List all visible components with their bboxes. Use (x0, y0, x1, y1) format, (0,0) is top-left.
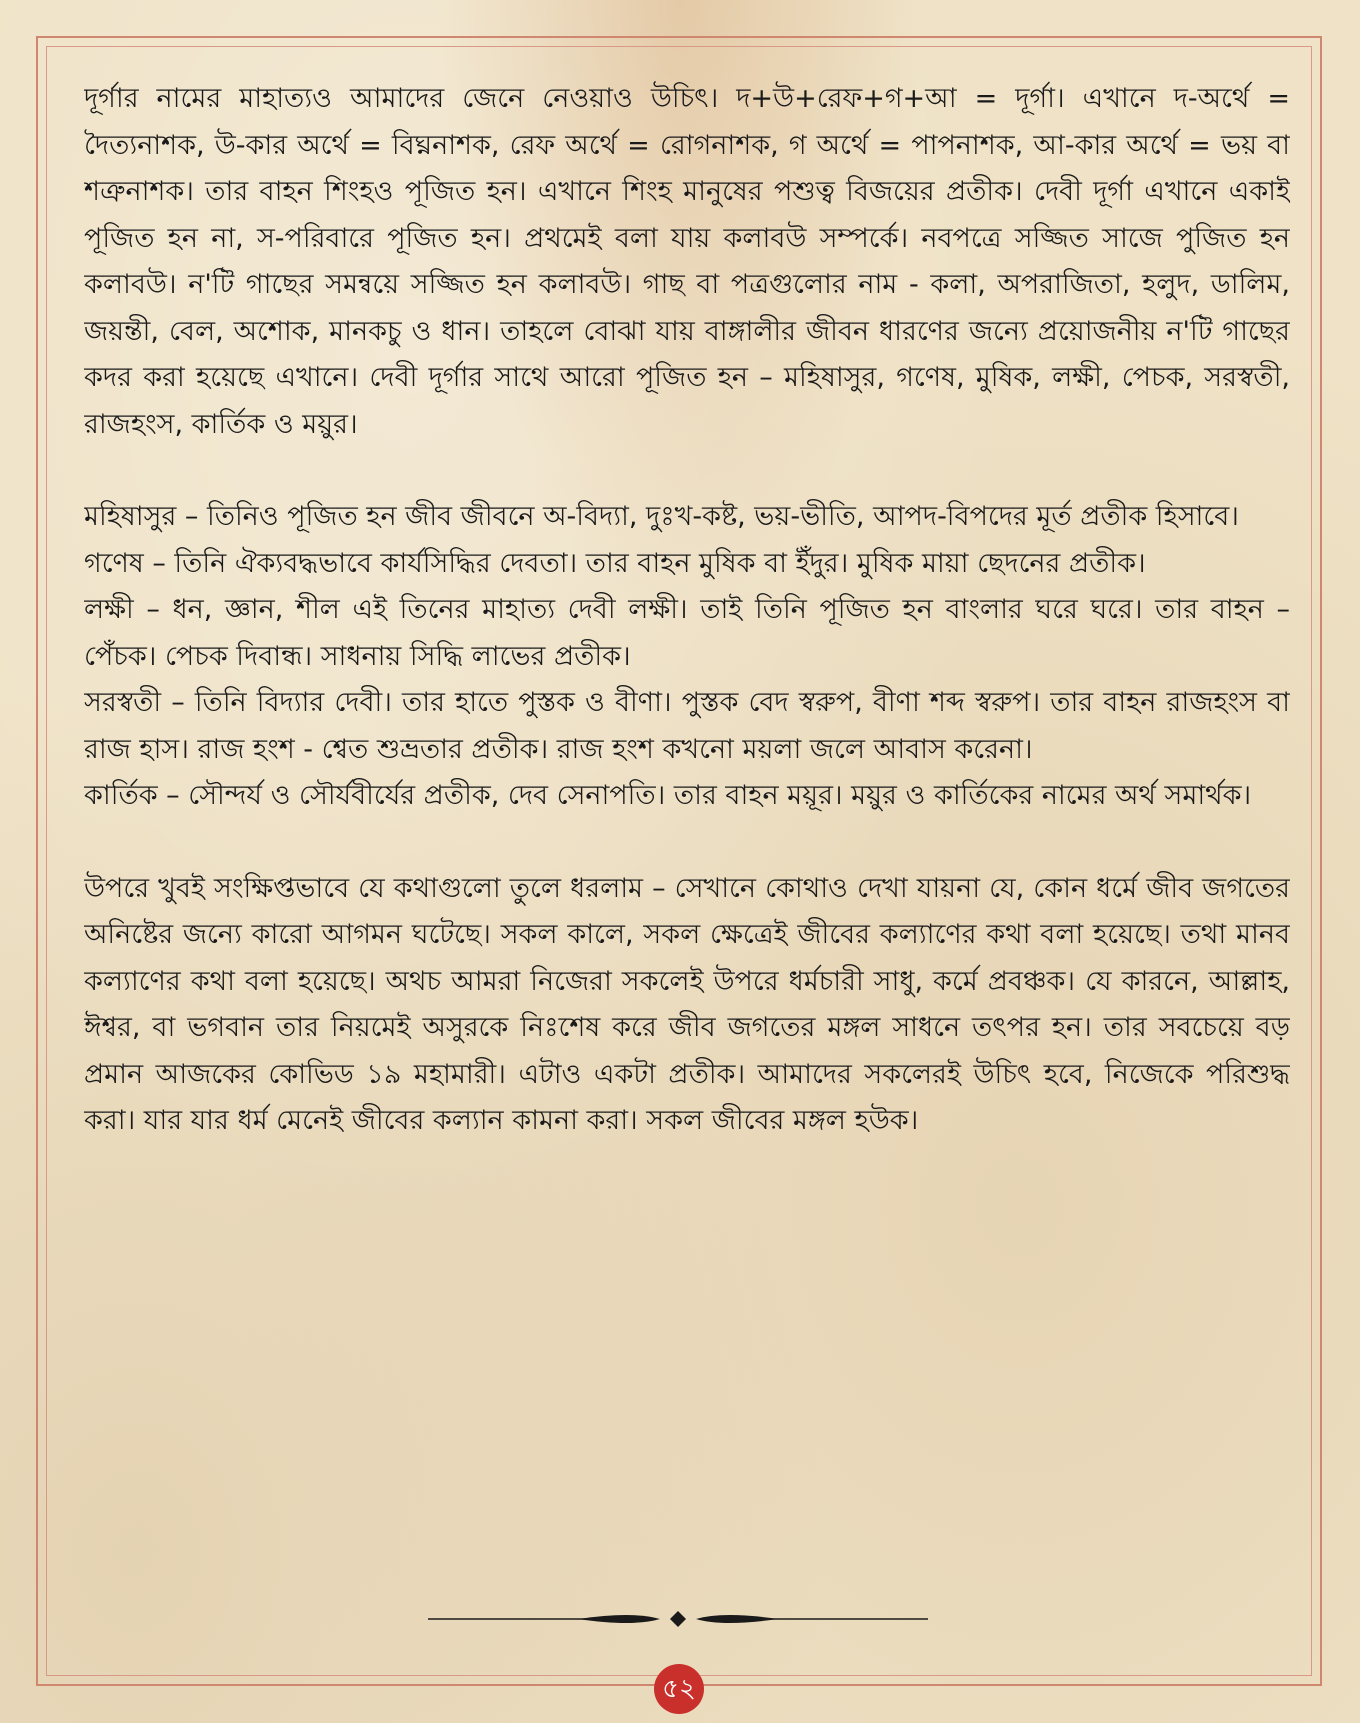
conclusion-paragraph: উপরে খুবই সংক্ষিপ্তভাবে যে কথাগুলো তুলে ধরলাম – সেখানে কোথাও দেখা যায়না যে, কোন ধর্মে জীব জগতের অনিষ্টের জন্যে কারো আগমন ঘটেছে। সকল কালে, সকল ক্ষেত্রেই জীবের কল্যাণের কথা বলা হয়েছে। তথা মানব কল্যাণের কথা বলা হয়েছে। অথচ আমরা নিজেরা সকলেই উপরে ধর্মচারী সাধু, কর্মে প্রবঞ্চক। যে কারনে, আল্লাহ, ঈশ্বর, বা ভগবান তার নিয়মেই অসুরকে নিঃশেষ করে জীব জগতের মঙ্গল সাধনে তৎপর হন। তার সবচেয়ে বড় প্রমান আজকের কোভিড ১৯ মহামারী। এটাও একটা প্রতীক। আমাদের সকলেরই উচিৎ হবে, নিজেকে পরিশুদ্ধ করা। যার যার ধর্ম মেনেই জীবের কল্যান কামনা করা। সকল জীবের মঙ্গল হউক। (84, 872, 1290, 1136)
divider-flourish-left (578, 1615, 660, 1623)
ganesh-paragraph: গণেষ – তিনি ঐক্যবদ্ধভাবে কার্যসিদ্ধির দেবতা। তার বাহন মুষিক বা ইঁদুর। মুষিক মায়া ছেদনের প্রতীক। (84, 547, 1146, 579)
divider-flourish-right (696, 1615, 778, 1623)
paragraph-spacer (84, 448, 1290, 494)
mahishasur-paragraph: মহিষাসুর – তিনিও পূজিত হন জীব জীবনে অ-বিদ্যা, দুঃখ-কষ্ট, ভয়-ভীতি, আপদ-বিপদের মূর্ত প্রতীক হিসাবে। (84, 501, 1239, 532)
page-number-badge: ৫২ (654, 1664, 704, 1714)
lakshmi-paragraph: লক্ষী – ধন, জ্ঞান, শীল এই তিনের মাহাত্য দেবী লক্ষী। তাই তিনি পূজিত হন বাংলার ঘরে ঘরে। তার বাহন – পেঁচক। পেচক দিবান্ধ। সাধনায় সিদ্ধি লাভের প্রতীক। (84, 594, 1290, 672)
divider-diamond-icon (670, 1611, 686, 1627)
paragraph-spacer (84, 820, 1290, 866)
intro-paragraph: দূর্গার নামের মাহাত্যও আমাদের জেনে নেওয়াও উচিৎ। দ+উ+রেফ+গ+আ = দূর্গা। এখানে দ-অর্থে = দৈত্যনাশক, উ-কার অর্থে = বিঘ্ননাশক, রেফ অর্থে = রোগনাশক, গ অর্থে = পাপনাশক, আ-কার অর্থে = ভয় বা শত্রুনাশক। তার বাহন শিংহও পূজিত হন। এখানে শিংহ মানুষের পশুত্ব বিজয়ের প্রতীক। দেবী দূর্গা এখানে একাই পূজিত হন না, স-পরিবারে পূজিত হন। প্রথমেই বলা যায় কলাবউ সম্পর্কে। নবপত্রে সজ্জিত সাজে পুজিত হন কলাবউ। ন'টি গাছের সমন্বয়ে সজ্জিত হন কলাবউ। গাছ বা পত্রগুলোর নাম - কলা, অপরাজিতা, হলুদ, ডালিম, জয়ন্তী, বেল, অশোক, মানকচু ও ধান। তাহলে বোঝা যায় বাঙ্গালীর জীবন ধারণের জন্যে প্রয়োজনীয় ন'টি গাছের কদর করা হয়েছে এখানে। দেবী দূর্গার সাথে আরো পূজিত হন – মহিষাসুর, গণেষ, মুষিক, লক্ষী, পেচক, সরস্বতী, রাজহংস, কার্তিক ও ময়ুর। (84, 83, 1290, 440)
kartik-paragraph: কার্তিক – সৌন্দর্য ও সৌর্যবীর্যের প্রতীক, দেব সেনাপতি। তার বাহন ময়ূর। ময়ুর ও কার্তিকের নামের অর্থ সমার্থক। (84, 780, 1252, 811)
saraswati-paragraph: সরস্বতী – তিনি বিদ্যার দেবী। তার হাতে পুস্তক ও বীণা। পুস্তক বেদ স্বরুপ, বীণা শব্দ স্বরুপ। তার বাহন রাজহংস বা রাজ হাস। রাজ হংশ - শ্বেত শুভ্রতার প্রতীক। রাজ হংশ কখনো ময়লা জলে আবাস করেনা। (84, 687, 1290, 765)
divider-ornament (428, 1606, 928, 1632)
article-body (84, 76, 1290, 1456)
